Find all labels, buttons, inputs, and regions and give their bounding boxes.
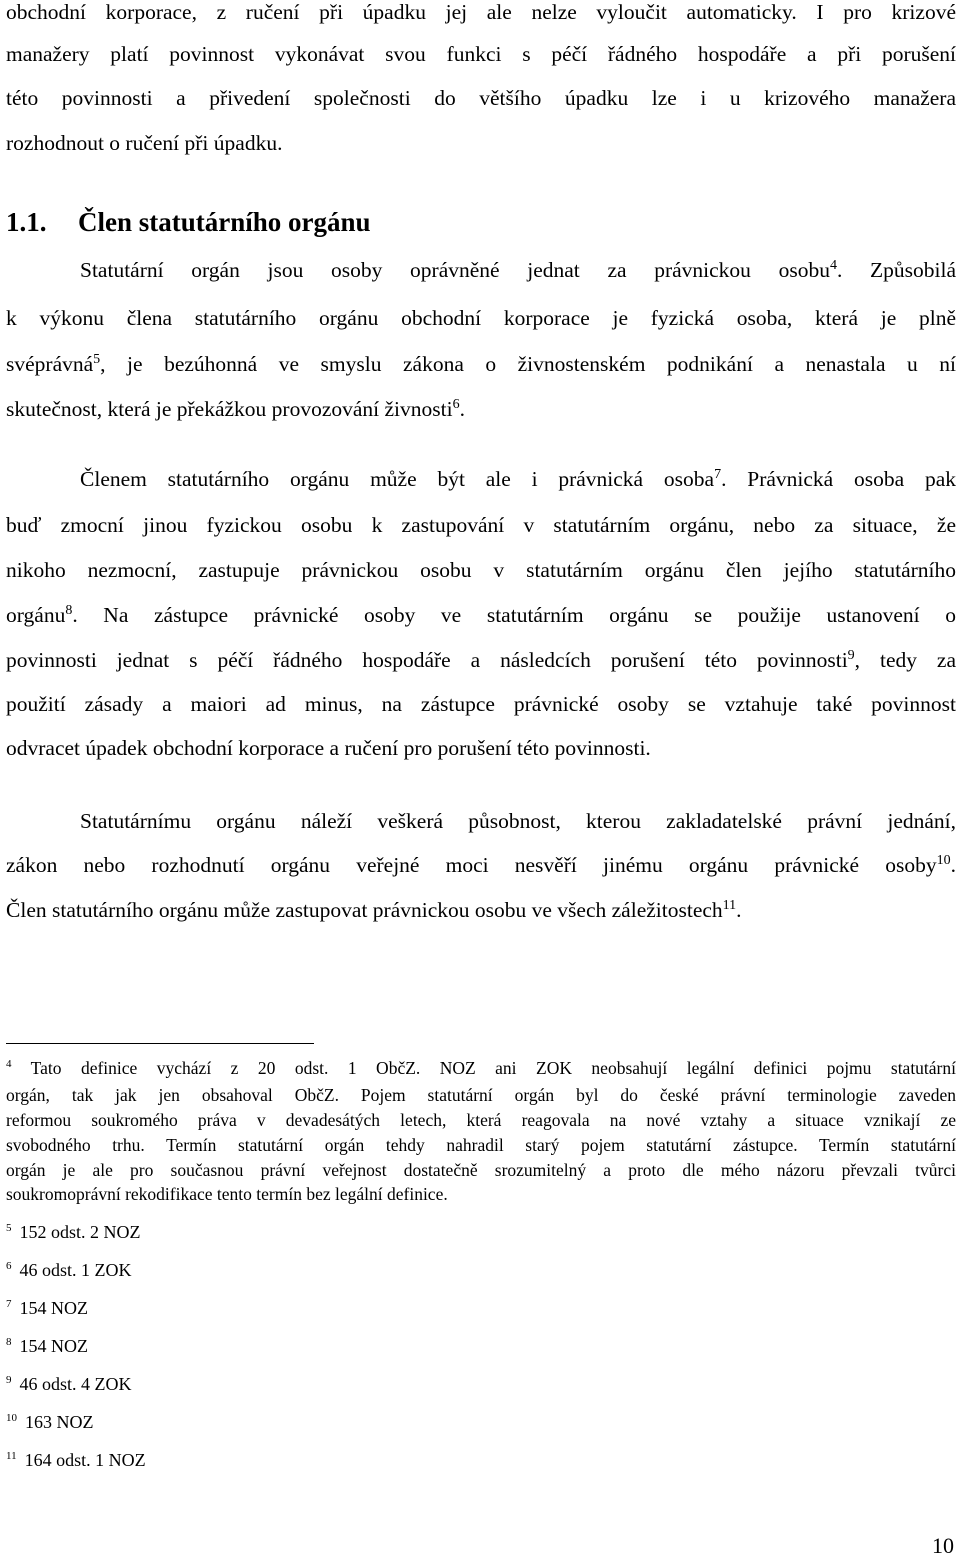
footnote-mark: 9 — [6, 1374, 12, 1386]
footnote-4-line-1 — [6, 1057, 956, 1079]
p2-text: , tedy za — [854, 648, 956, 672]
footnote-text: 46 odst. 1 ZOK — [19, 1260, 132, 1280]
p2-line-7: odvracet úpadek obchodní korporace a ručení pro porušení této povinnosti. — [6, 736, 651, 760]
footnote-mark: 11 — [6, 1450, 17, 1462]
p2-line-3: nikoho nezmocní, zastupuje právnickou osobu v statutárním orgánu člen jejího statutárního — [6, 558, 956, 582]
footnote-mark: 5 — [6, 1222, 12, 1234]
footnote-11 — [6, 1449, 146, 1471]
p3-text: . — [950, 853, 956, 877]
p2-line-4 — [6, 601, 956, 629]
footnote-mark: 4 — [6, 1058, 12, 1071]
intro-line-1: obchodní korporace, z ručení při úpadku jej ale nelze vyloučit automaticky. I pro krizové — [6, 0, 956, 24]
p3-line-2 — [6, 851, 956, 879]
footnote-4-line-4: svobodného trhu. Termín statutární orgán tehdy nahradil starý pojem statutární zástupce. Termín statutární — [6, 1135, 956, 1155]
footnote-text: Tato definice vychází z 20 odst. 1 ObčZ. NOZ ani ZOK neobsahují legální definici pojmu statutární — [30, 1058, 956, 1078]
footnote-9 — [6, 1373, 132, 1395]
footnote-ref[interactable]: 6 — [452, 396, 460, 412]
footnote-mark: 6 — [6, 1260, 12, 1272]
section-title: Člen statutárního orgánu — [78, 207, 371, 237]
p1-line-1 — [80, 256, 956, 284]
footnote-text: 154 NOZ — [19, 1336, 88, 1356]
footnote-4-line-2: orgán, tak jak jen obsahoval ObčZ. Pojem statutární orgán byl do české právní terminologie zaveden — [6, 1085, 956, 1105]
footnote-mark: 8 — [6, 1336, 12, 1348]
footnote-ref[interactable]: 7 — [714, 466, 722, 482]
footnote-separator — [6, 1043, 314, 1044]
footnote-5 — [6, 1221, 141, 1243]
footnote-ref[interactable]: 10 — [936, 852, 951, 868]
footnote-4-line-6: soukromoprávní rekodifikace tento termín bez legální definice. — [6, 1184, 448, 1204]
p3-line-3 — [6, 896, 956, 924]
p3-text: zákon nebo rozhodnutí orgánu veřejné moci nesvěří jinému orgánu právnické osoby — [6, 853, 937, 877]
footnote-ref[interactable]: 8 — [65, 602, 73, 618]
footnote-10 — [6, 1411, 94, 1433]
p1-text: . — [459, 397, 465, 421]
intro-line-4: rozhodnout o ručení při úpadku. — [6, 131, 283, 155]
intro-line-3: této povinnosti a přivedení společnosti do většího úpadku lze i u krizového manažera — [6, 86, 956, 110]
footnote-ref[interactable]: 11 — [722, 897, 737, 913]
p1-text: Statutární orgán jsou osoby oprávněné jednat za právnickou osobu — [80, 258, 830, 282]
p2-line-5 — [6, 646, 956, 674]
p2-line-1 — [80, 465, 956, 493]
section-heading — [6, 205, 371, 239]
footnote-7 — [6, 1297, 88, 1319]
footnote-text: 154 NOZ — [19, 1298, 88, 1318]
p2-text: . Na zástupce právnické osoby ve statutárním orgánu se použije ustanovení o — [72, 603, 956, 627]
p1-text: svéprávná — [6, 352, 94, 376]
p1-text: . Způsobilá — [836, 258, 956, 282]
p1-line-3 — [6, 350, 956, 378]
p3-text: . — [736, 898, 742, 922]
page-number: 10 — [932, 1533, 954, 1558]
footnote-4-line-3: reformou soukromého práva v devadesátých letech, která reagovala na nové vztahy a situace vznikají ze — [6, 1110, 956, 1130]
footnote-mark: 10 — [6, 1412, 17, 1424]
footnote-8 — [6, 1335, 88, 1357]
p1-line-4 — [6, 395, 956, 423]
p2-text: . Právnická osoba pak — [721, 467, 956, 491]
intro-line-2: manažery platí povinnost vykonávat svou funkci s péčí řádného hospodáře a při porušení — [6, 42, 956, 66]
footnote-text: 163 NOZ — [25, 1412, 94, 1432]
p2-line-2: buď zmocní jinou fyzickou osobu k zastupování v statutárním orgánu, nebo za situace, že — [6, 513, 956, 537]
p2-line-6: použití zásady a maiori ad minus, na zástupce právnické osoby se vztahuje také povinnost — [6, 692, 956, 716]
footnote-text: 152 odst. 2 NOZ — [19, 1222, 141, 1242]
p2-text: Členem statutárního orgánu může být ale i právnická osoba — [80, 467, 715, 491]
p1-line-2: k výkonu člena statutárního orgánu obchodní korporace je fyzická osoba, která je plně — [6, 306, 956, 330]
footnote-6 — [6, 1259, 132, 1281]
p1-text: skutečnost, která je překážkou provozování živnosti — [6, 397, 453, 421]
footnote-ref[interactable]: 5 — [93, 351, 101, 367]
footnote-4-line-5: orgán je ale pro současnou právní veřejnost dostatečně srozumitelný a proto dle mého názoru převzali tvůrci — [6, 1160, 956, 1180]
footnote-mark: 7 — [6, 1298, 12, 1310]
footnote-ref[interactable]: 4 — [829, 257, 837, 273]
p2-text: povinnosti jednat s péčí řádného hospodáře a následcích porušení této povinnosti — [6, 648, 848, 672]
footnote-text: 164 odst. 1 NOZ — [24, 1450, 146, 1470]
p2-text: orgánu — [6, 603, 66, 627]
footnote-ref[interactable]: 9 — [847, 647, 855, 663]
footnote-text: 46 odst. 4 ZOK — [19, 1374, 132, 1394]
section-number: 1.1. — [6, 207, 47, 237]
p3-text: Člen statutárního orgánu může zastupovat právnickou osobu ve všech záležitostech — [6, 898, 723, 922]
p1-text: , je bezúhonná ve smyslu zákona o živnostenském podnikání a nenastala u ní — [100, 352, 956, 376]
p3-line-1: Statutárnímu orgánu náleží veškerá působnost, kterou zakladatelské právní jednání, — [80, 809, 956, 833]
